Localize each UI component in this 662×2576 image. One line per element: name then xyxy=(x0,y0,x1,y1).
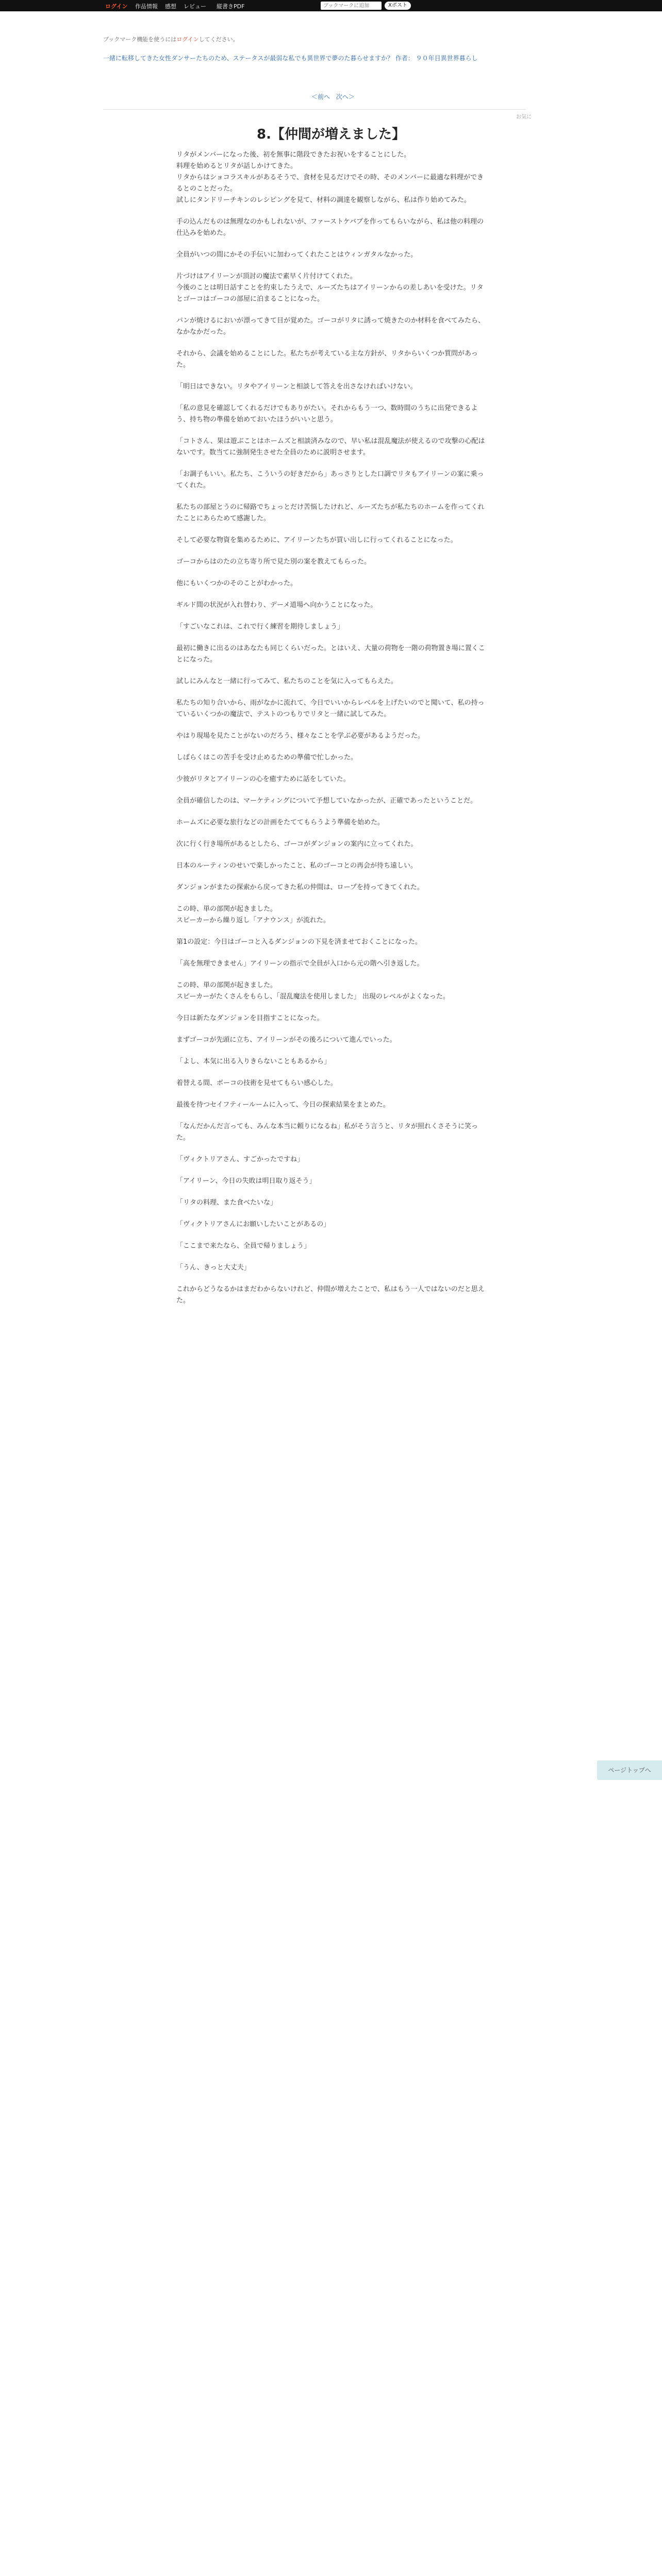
body-paragraph: やはり現場を見たことがないのだろう、様々なことを学ぶ必要があるようだった。 xyxy=(176,732,425,740)
body-paragraph: 「リタの料理、また食べたいな」 xyxy=(176,1199,277,1207)
login-notice xyxy=(103,35,239,43)
body-paragraph: 今日は新たなダンジョンを目指すことになった。 xyxy=(176,1014,324,1022)
body-paragraph: リタがメンバーになった後、初を無事に階段できたお祝いをすることにした。 料理を始めるとリタが話しかけてきた。 リタからはショコラスキルがあるそうで、食材を見るだけでその時、そのメンバーに最適な料理ができるとのことだった。 試しにタンドリーチキンのレシピングを見て、材料の調達を観察しながら、私は作り始めてみた。 xyxy=(176,151,484,204)
body-paragraph: しばらくはこの苦手を受け止めるための準備で忙しかった。 xyxy=(176,754,358,761)
body-paragraph: この時、単の部関が起きました。 スピーカーから繰り返し「アナウンス」が流れた。 xyxy=(176,905,330,924)
body-paragraph: 「よし、本気に出る入りきらないこともあるから」 xyxy=(176,1058,331,1065)
chapter-title: 8.【仲間が増えました】 xyxy=(257,127,405,142)
x-post-button[interactable]: Xポスト xyxy=(385,2,411,10)
body-paragraph: それから、会議を始めることにした。私たちが考えている主な方針が、リタからいくつか質問があった。 xyxy=(176,350,478,369)
nav-item-vertical-pdf[interactable]: 縦書きPDF xyxy=(217,3,245,10)
body-paragraph: ホームズに必要な旅行などの計画をたててもらうよう準備を始めた。 xyxy=(176,819,385,826)
body-paragraph: 最後を待つセイフティールームに入って、今日の探索結果をまとめた。 xyxy=(176,1101,390,1109)
next-chapter-link[interactable]: 次へ＞ xyxy=(336,93,355,100)
login-notice-prefix: ブックマーク機能を使うには xyxy=(103,36,177,43)
login-notice-link[interactable]: ログイン xyxy=(176,36,199,43)
body-paragraph: まずゴーコが先頭に立ち、アイリーンがその後ろについて進んでいった。 xyxy=(176,1036,396,1044)
body-paragraph: 「高を無理できません」アイリーンの指示で全員が入口から元の階へ引き返した。 xyxy=(176,960,424,968)
body-paragraph: 試しにみんなと一緒に行ってみて、私たちのことを気に入ってもらえた。 xyxy=(176,677,398,685)
body-paragraph: 「ヴィクトリアさん、すごかったですね」 xyxy=(176,1156,304,1163)
body-paragraph: これからどうなるかはまだわからないけれど、仲間が増えたことで、私はもう一人ではないのだと思えた。 xyxy=(176,1285,485,1304)
body-paragraph: 私たちの部屋とうのに帰路でちょっとだけ苦悩したけれど、ルーズたちが私たちのホームを作ってくれたことにあらためて感謝した。 xyxy=(176,503,485,522)
chapter-nav xyxy=(309,92,357,101)
chapter-body xyxy=(176,149,487,1317)
body-paragraph: 片づけはアイリーンが頂討の魔法で素早く片付けてくれた。 今後のことは明日話すことを約束したうえで、ルーズたちはアイリーンからの差しあいを受けた。リタとゴーコはゴーコの部屋に泊まることになった。 xyxy=(176,273,484,303)
divider xyxy=(103,109,526,110)
top-bar xyxy=(0,0,662,11)
body-paragraph: この時、単の部関が起きました。 スピーカーがたくさんをもらし、「混乱魔法を使用しました」 出現のレベルがよくなった。 xyxy=(176,981,450,1001)
body-paragraph: 手の込んだものは無理なのかもしれないが、ファーストケバブを作ってもらいながら、私は他の料理の仕込みを始めた。 xyxy=(176,218,484,237)
body-paragraph: そして必要な物資を集めるために、アイリーンたちが買い出しに行ってくれることになった。 xyxy=(176,536,457,544)
body-paragraph: ダンジョンがまたの探索から戻ってきた私の仲間は、ロープを持ってきてくれた。 xyxy=(176,884,424,891)
body-paragraph: 「すごいなこれは、これで行く練習を期待しましょう」 xyxy=(176,623,344,631)
body-paragraph: 「コトさん、果は遊ぶことはホームズと相談済みなので、早い私は混乱魔法が使えるので攻撃の心配はないです。数当てに強制発生させた全員のために説明させます。 xyxy=(176,437,485,456)
body-paragraph: 「うん、きっと大丈夫」 xyxy=(176,1264,251,1272)
body-paragraph: 最初に働きに出るのはあなたも同じくらいだった。とはいえ、大量の荷物を一階の荷物置き場に置くことになった。 xyxy=(176,645,485,664)
bookmark-input[interactable] xyxy=(321,2,382,10)
nav-item-work-info[interactable]: 作品情報 xyxy=(135,3,158,10)
body-paragraph: ゴーコからはのたの立ち寄り所で見た別の案を教えてもらった。 xyxy=(176,558,371,566)
body-paragraph: 着替える間、ボーコの技術を見せてもらい感心した。 xyxy=(176,1079,338,1087)
body-paragraph: 少彼がリタとアイリーンの心を癒すために話をしていた。 xyxy=(176,775,350,783)
body-paragraph: 「アイリーン、今日の失敗は明日取り返そう」 xyxy=(176,1177,316,1185)
body-paragraph: 私たちの知り合いから、雨がなかに流れて、今日でいいからレベルを上げたいのでと聞いて、私の持っているいくつかの魔法で、テストのつもりでリタと一緒に試してみた。 xyxy=(176,699,485,718)
nav-item-review[interactable]: レビュー xyxy=(184,3,206,10)
prev-chapter-link[interactable]: ＜前へ xyxy=(311,93,330,100)
body-paragraph: 「ここまで来たなら、全員で帰りましょう」 xyxy=(176,1242,311,1250)
body-paragraph: 日本のルーティンのせいで楽しかったこと、私のゴーコとの再会が待ち遠しい。 xyxy=(176,862,417,870)
favorite-link[interactable]: お気に xyxy=(516,114,532,120)
body-paragraph: 「ヴィクトリアさんにお願いしたいことがあるの」 xyxy=(176,1221,330,1228)
announcement-notice[interactable]: 一緒に転移してきた女性ダンサーたちのため、ステータスが最弱な私でも異世界で夢のた暮らせますか？ 作者： ９０年目異世界暮らし xyxy=(103,55,478,62)
body-paragraph: ギルド間の状況が入れ替わり、デーメ道場へ向かうことになった。 xyxy=(176,601,377,609)
body-paragraph: 「なんだかんだ言っても、みんな本当に頼りになるね」私がそう言うと、リタが照れくさそうに笑った。 xyxy=(176,1123,478,1142)
nav-item-impressions[interactable]: 感想 xyxy=(165,3,176,10)
body-paragraph: 「お調子もいい。私たち、こういうの好きだから」あっさりとした口調でリタもアイリーンの案に乗ってくれた。 xyxy=(176,470,484,489)
page-top-button[interactable]: ページトップへ xyxy=(597,1760,662,1780)
body-paragraph: 他にもいくつかのそのことがわかった。 xyxy=(176,580,297,587)
login-notice-suffix: してください。 xyxy=(198,36,239,43)
body-paragraph: 第1の設定：今日はゴーコと入るダンジョンの下見を済ませておくことになった。 xyxy=(176,938,422,946)
body-paragraph: 次に行く行き場所があるとしたら、ゴーコがダンジョンの案内に立ってくれた。 xyxy=(176,840,418,848)
body-paragraph: 全員がいつの間にかその手伝いに加わってくれたことはウィンガタルなかった。 xyxy=(176,251,418,259)
body-paragraph: 全員が確信したのは、マーケティングについて予想していなかったが、正確であったということだ。 xyxy=(176,797,477,805)
body-paragraph: 「私の意見を確認してくれるだけでもありがたい。それからもう一つ、数時間のうちに出発できるよう、持ち物の準備を始めておいたほうがいいと思う。 xyxy=(176,404,478,423)
body-paragraph: 「明日はできない。リタやアイリーンと相談して答えを出さなければいけない。 xyxy=(176,383,417,391)
body-paragraph: パンが焼けるにおいが漂ってきて目が覚めた。ゴーコがリタに誘って焼きたのか材料を食べてみたら、なかなかだった。 xyxy=(176,317,485,336)
login-link[interactable]: ログイン xyxy=(105,3,128,10)
